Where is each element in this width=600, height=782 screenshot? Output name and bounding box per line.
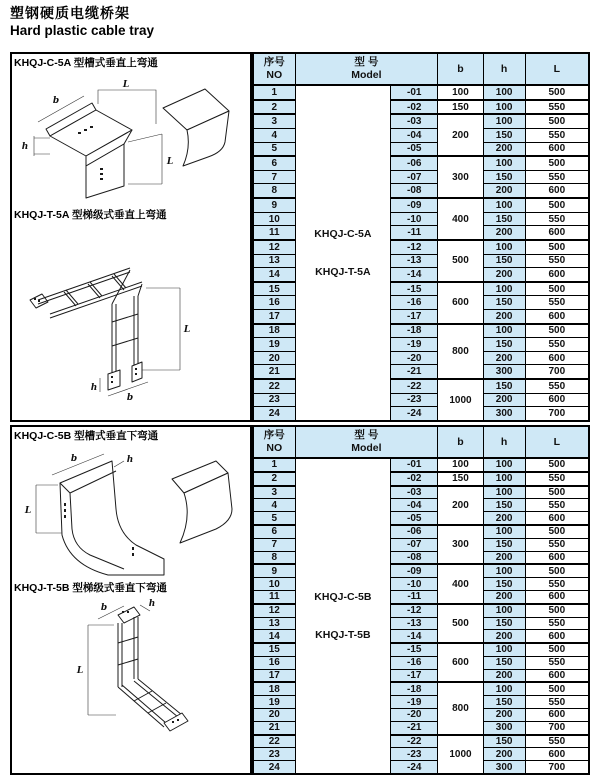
model-name-t: KHQJ-T-5B (315, 629, 371, 641)
cell-l: 550 (525, 379, 589, 393)
cell-no: 6 (253, 156, 295, 170)
cell-l: 600 (525, 184, 589, 198)
cell-l: 500 (525, 282, 589, 296)
cell-no: 9 (253, 198, 295, 212)
cell-no: 15 (253, 282, 295, 296)
cell-no: 5 (253, 512, 295, 525)
cell-no: 14 (253, 630, 295, 643)
cell-h: 100 (483, 85, 525, 100)
cell-b: 100 (438, 85, 483, 100)
cell-l: 700 (525, 721, 589, 734)
cell-no: 1 (253, 458, 295, 472)
drawing-label-t5a: KHQJ-T-5A 型梯级式垂直上弯通 (14, 209, 167, 221)
model-name-cell (295, 458, 391, 774)
cell-l: 550 (525, 212, 589, 226)
cell-no: 10 (253, 212, 295, 226)
table-header-row (253, 426, 589, 458)
cell-l: 600 (525, 351, 589, 365)
cell-no: 7 (253, 170, 295, 184)
cell-h: 150 (483, 656, 525, 669)
cell-model-suffix: -12 (391, 240, 438, 254)
cell-l: 550 (525, 735, 589, 748)
cell-no: 12 (253, 240, 295, 254)
cell-model-suffix: -20 (391, 709, 438, 722)
cell-model-suffix: -02 (391, 472, 438, 486)
cell-l: 500 (525, 643, 589, 656)
cell-model-suffix: -03 (391, 114, 438, 128)
cell-h: 150 (483, 735, 525, 748)
col-header-h: h (483, 53, 525, 85)
cell-model-suffix: -19 (391, 338, 438, 352)
section-khqj-5a (10, 52, 590, 422)
page-title-zh: 塑钢硬质电缆桥架 (10, 5, 130, 21)
cell-h: 200 (483, 630, 525, 643)
dim-label-h: h (90, 383, 98, 393)
drawing-panel-5b (10, 425, 252, 775)
cell-h: 200 (483, 709, 525, 722)
cell-l: 500 (525, 564, 589, 577)
cell-model-suffix: -17 (391, 669, 438, 682)
cell-l: 500 (525, 486, 589, 499)
cell-no: 4 (253, 129, 295, 143)
cell-no: 17 (253, 669, 295, 682)
cell-no: 17 (253, 309, 295, 323)
cell-l: 550 (525, 656, 589, 669)
model-name-c: KHQJ-C-5A (314, 228, 372, 240)
cell-no: 13 (253, 254, 295, 268)
cell-b: 150 (438, 100, 483, 115)
cell-model-suffix: -07 (391, 170, 438, 184)
cell-h: 200 (483, 184, 525, 198)
cell-l: 550 (525, 100, 589, 115)
cell-b: 400 (438, 198, 483, 240)
cell-model-suffix: -01 (391, 85, 438, 100)
cell-h: 100 (483, 525, 525, 538)
cell-b: 800 (438, 324, 483, 379)
dim-label-b: b (126, 393, 134, 403)
cell-model-suffix: -16 (391, 656, 438, 669)
cell-b: 400 (438, 564, 483, 603)
cell-model-suffix: -05 (391, 142, 438, 156)
cell-no: 20 (253, 709, 295, 722)
cell-no: 8 (253, 551, 295, 564)
cell-h: 150 (483, 499, 525, 512)
cell-b: 300 (438, 525, 483, 564)
drawing-ladder-up-bend-icon (12, 224, 250, 416)
dim-label-l-right: L (166, 157, 174, 167)
cell-no: 18 (253, 324, 295, 338)
cell-h: 150 (483, 696, 525, 709)
cell-no: 23 (253, 393, 295, 407)
spec-table-5b (252, 425, 590, 775)
dim-label-h: h (126, 455, 134, 465)
cell-no: 12 (253, 604, 295, 617)
cell-h: 100 (483, 643, 525, 656)
cell-h: 300 (483, 721, 525, 734)
table-row (253, 85, 589, 100)
cell-no: 16 (253, 296, 295, 310)
cell-no: 13 (253, 617, 295, 630)
cell-h: 100 (483, 458, 525, 472)
cell-model-suffix: -10 (391, 212, 438, 226)
cell-l: 700 (525, 365, 589, 379)
cell-h: 150 (483, 538, 525, 551)
cell-l: 550 (525, 696, 589, 709)
cell-l: 500 (525, 198, 589, 212)
cell-l: 700 (525, 407, 589, 421)
cell-h: 300 (483, 761, 525, 774)
drawing-ladder-down-bend-icon (12, 597, 250, 775)
cell-b: 800 (438, 682, 483, 734)
col-header-b: b (438, 426, 483, 458)
cell-model-suffix: -22 (391, 379, 438, 393)
cell-b: 500 (438, 604, 483, 643)
cell-model-suffix: -13 (391, 254, 438, 268)
cell-model-suffix: -03 (391, 486, 438, 499)
cell-l: 550 (525, 129, 589, 143)
cell-model-suffix: -08 (391, 551, 438, 564)
dim-label-l: L (24, 506, 32, 516)
cell-model-suffix: -19 (391, 696, 438, 709)
cell-l: 500 (525, 85, 589, 100)
cell-model-suffix: -23 (391, 393, 438, 407)
cell-h: 150 (483, 578, 525, 591)
cell-h: 150 (483, 338, 525, 352)
cell-h: 200 (483, 226, 525, 240)
model-name-cell (295, 85, 391, 421)
cell-l: 550 (525, 338, 589, 352)
cell-model-suffix: -14 (391, 268, 438, 282)
cell-b: 200 (438, 486, 483, 525)
cell-no: 21 (253, 365, 295, 379)
cell-no: 1 (253, 85, 295, 100)
cell-h: 100 (483, 564, 525, 577)
cell-h: 100 (483, 198, 525, 212)
cell-model-suffix: -21 (391, 365, 438, 379)
cell-model-suffix: -11 (391, 590, 438, 603)
cell-model-suffix: -12 (391, 604, 438, 617)
col-header-no: 序号 NO (253, 426, 295, 458)
cell-no: 22 (253, 379, 295, 393)
cell-h: 150 (483, 129, 525, 143)
cell-model-suffix: -22 (391, 735, 438, 748)
cell-h: 150 (483, 254, 525, 268)
col-header-l: L (525, 53, 589, 85)
cell-model-suffix: -18 (391, 324, 438, 338)
cell-no: 7 (253, 538, 295, 551)
cell-l: 550 (525, 170, 589, 184)
cell-model-suffix: -24 (391, 407, 438, 421)
cell-model-suffix: -24 (391, 761, 438, 774)
cell-no: 2 (253, 472, 295, 486)
cell-l: 600 (525, 512, 589, 525)
drawing-channel-down-bend-icon (12, 449, 250, 577)
dim-label-b: b (52, 96, 60, 106)
cell-l: 600 (525, 393, 589, 407)
cell-h: 100 (483, 240, 525, 254)
cell-no: 5 (253, 142, 295, 156)
cell-l: 500 (525, 324, 589, 338)
cell-l: 600 (525, 268, 589, 282)
cell-no: 11 (253, 226, 295, 240)
cell-no: 21 (253, 721, 295, 734)
cell-h: 200 (483, 309, 525, 323)
cell-no: 14 (253, 268, 295, 282)
cell-model-suffix: -09 (391, 564, 438, 577)
cell-h: 300 (483, 407, 525, 421)
cell-l: 600 (525, 630, 589, 643)
cell-h: 100 (483, 486, 525, 499)
col-header-model: 型 号 Model (295, 53, 438, 85)
dim-label-b: b (70, 454, 78, 464)
cell-h: 100 (483, 100, 525, 115)
cell-model-suffix: -09 (391, 198, 438, 212)
cell-model-suffix: -01 (391, 458, 438, 472)
cell-h: 100 (483, 114, 525, 128)
cell-h: 200 (483, 669, 525, 682)
cell-no: 15 (253, 643, 295, 656)
cell-model-suffix: -20 (391, 351, 438, 365)
cell-h: 100 (483, 282, 525, 296)
col-header-h: h (483, 426, 525, 458)
cell-l: 550 (525, 472, 589, 486)
drawing-channel-up-bend-icon (12, 76, 250, 204)
cell-h: 200 (483, 590, 525, 603)
cell-no: 3 (253, 486, 295, 499)
cell-model-suffix: -06 (391, 156, 438, 170)
cell-h: 150 (483, 212, 525, 226)
cell-h: 200 (483, 512, 525, 525)
col-header-l: L (525, 426, 589, 458)
cell-model-suffix: -21 (391, 721, 438, 734)
cell-model-suffix: -11 (391, 226, 438, 240)
cell-h: 100 (483, 682, 525, 695)
cell-no: 20 (253, 351, 295, 365)
dim-label-h: h (21, 142, 29, 152)
cell-model-suffix: -02 (391, 100, 438, 115)
cell-no: 18 (253, 682, 295, 695)
col-header-model: 型 号 Model (295, 426, 438, 458)
cell-l: 600 (525, 309, 589, 323)
cell-b: 100 (438, 458, 483, 472)
drawing-label-t5b: KHQJ-T-5B 型梯级式垂直下弯通 (14, 582, 167, 594)
cell-l: 500 (525, 525, 589, 538)
cell-no: 11 (253, 590, 295, 603)
cell-h: 150 (483, 379, 525, 393)
cell-b: 1000 (438, 735, 483, 774)
cell-no: 19 (253, 338, 295, 352)
cell-model-suffix: -08 (391, 184, 438, 198)
cell-no: 9 (253, 564, 295, 577)
cell-model-suffix: -05 (391, 512, 438, 525)
drawing-label-c5b: KHQJ-C-5B 型槽式垂直下弯通 (14, 430, 159, 442)
cell-no: 3 (253, 114, 295, 128)
page-title (10, 5, 154, 39)
cell-no: 24 (253, 761, 295, 774)
cell-no: 16 (253, 656, 295, 669)
cell-l: 600 (525, 142, 589, 156)
cell-h: 100 (483, 324, 525, 338)
cell-l: 600 (525, 551, 589, 564)
cell-h: 100 (483, 472, 525, 486)
cell-l: 550 (525, 499, 589, 512)
cell-h: 200 (483, 142, 525, 156)
col-header-no: 序号 NO (253, 53, 295, 85)
cell-h: 150 (483, 170, 525, 184)
cell-no: 6 (253, 525, 295, 538)
cell-no: 19 (253, 696, 295, 709)
table-header-row (253, 53, 589, 85)
page-title-en: Hard plastic cable tray (10, 22, 155, 38)
cell-l: 600 (525, 590, 589, 603)
cell-b: 500 (438, 240, 483, 282)
cell-model-suffix: -07 (391, 538, 438, 551)
table-row (253, 458, 589, 472)
cell-h: 200 (483, 748, 525, 761)
drawing-panel-5a (10, 52, 252, 422)
cell-no: 22 (253, 735, 295, 748)
dim-label-l-top: L (122, 80, 130, 90)
cell-l: 500 (525, 458, 589, 472)
cell-model-suffix: -15 (391, 643, 438, 656)
section-khqj-5b (10, 425, 590, 775)
cell-h: 200 (483, 351, 525, 365)
cell-h: 200 (483, 551, 525, 564)
dim-label-h: h (148, 599, 156, 609)
cell-h: 150 (483, 617, 525, 630)
cell-model-suffix: -23 (391, 748, 438, 761)
cell-b: 150 (438, 472, 483, 486)
cell-model-suffix: -18 (391, 682, 438, 695)
cell-model-suffix: -10 (391, 578, 438, 591)
cell-no: 8 (253, 184, 295, 198)
cell-l: 600 (525, 709, 589, 722)
cell-l: 550 (525, 617, 589, 630)
cell-no: 24 (253, 407, 295, 421)
dim-label-l: L (76, 666, 84, 676)
cell-l: 600 (525, 748, 589, 761)
cell-b: 600 (438, 643, 483, 682)
cell-no: 4 (253, 499, 295, 512)
cell-h: 200 (483, 268, 525, 282)
model-name-gap (296, 603, 391, 629)
cell-model-suffix: -15 (391, 282, 438, 296)
cell-l: 500 (525, 114, 589, 128)
cell-l: 550 (525, 578, 589, 591)
cell-b: 200 (438, 114, 483, 156)
cell-no: 10 (253, 578, 295, 591)
dim-label-b: b (100, 603, 108, 613)
cell-no: 23 (253, 748, 295, 761)
cell-model-suffix: -06 (391, 525, 438, 538)
cell-h: 100 (483, 156, 525, 170)
cell-h: 100 (483, 604, 525, 617)
cell-l: 500 (525, 604, 589, 617)
cell-no: 2 (253, 100, 295, 115)
cell-b: 600 (438, 282, 483, 324)
cell-model-suffix: -13 (391, 617, 438, 630)
cell-l: 700 (525, 761, 589, 774)
cell-b: 300 (438, 156, 483, 198)
cell-l: 550 (525, 254, 589, 268)
cell-l: 550 (525, 538, 589, 551)
model-name-t: KHQJ-T-5A (315, 266, 371, 278)
dim-label-l: L (183, 325, 191, 335)
cell-h: 200 (483, 393, 525, 407)
cell-l: 600 (525, 669, 589, 682)
drawing-label-c5a: KHQJ-C-5A 型槽式垂直上弯通 (14, 57, 158, 69)
cell-l: 500 (525, 682, 589, 695)
cell-b: 1000 (438, 379, 483, 421)
cell-model-suffix: -04 (391, 499, 438, 512)
cell-h: 300 (483, 365, 525, 379)
model-name-c: KHQJ-C-5B (314, 591, 372, 603)
spec-table-5a (252, 52, 590, 422)
cell-l: 600 (525, 226, 589, 240)
cell-h: 150 (483, 296, 525, 310)
cell-l: 500 (525, 240, 589, 254)
col-header-b: b (438, 53, 483, 85)
cell-model-suffix: -17 (391, 309, 438, 323)
cell-l: 500 (525, 156, 589, 170)
cell-model-suffix: -16 (391, 296, 438, 310)
model-name-gap (296, 240, 391, 266)
cell-model-suffix: -04 (391, 129, 438, 143)
cell-l: 550 (525, 296, 589, 310)
cell-model-suffix: -14 (391, 630, 438, 643)
